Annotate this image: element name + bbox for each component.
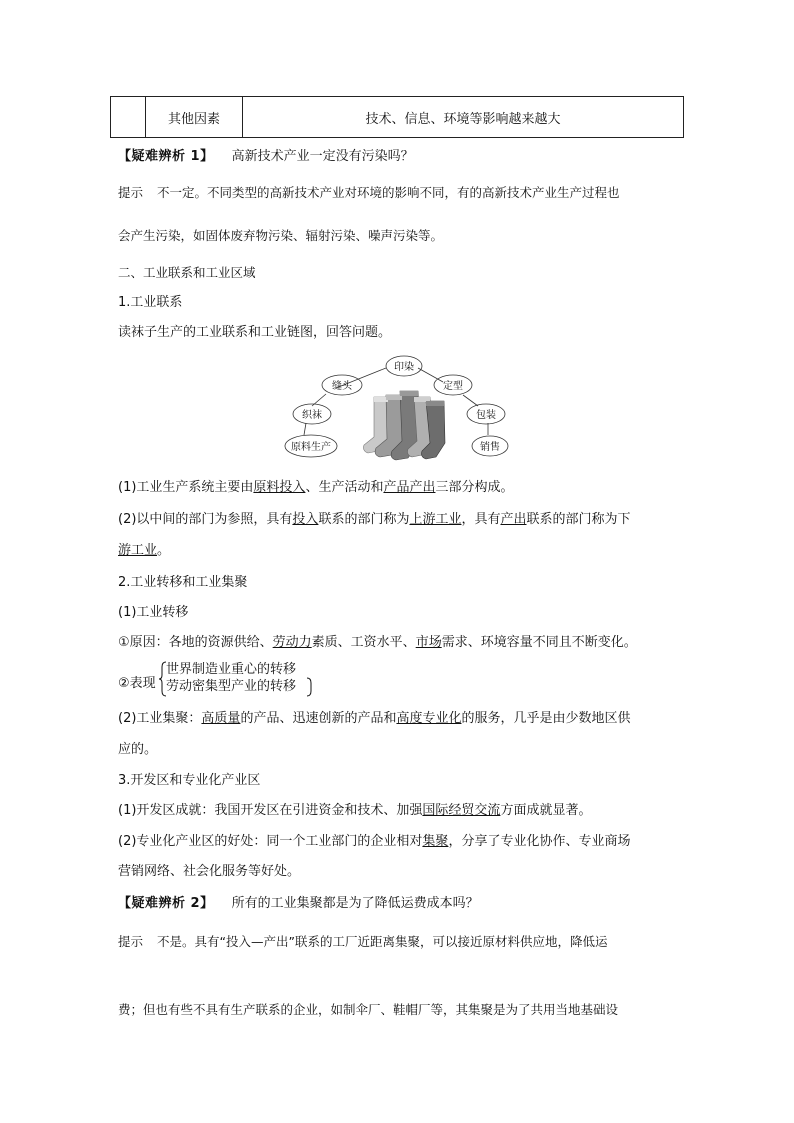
special-zone-line-2: 营销网络、社会化服务等好处。: [118, 864, 301, 879]
table-empty-cell: [111, 97, 146, 137]
performance-item-2: 劳动密集型产业的转移: [166, 679, 297, 694]
performance-item-1: 世界制造业重心的转移: [166, 662, 297, 677]
blank-product-output: 产品产出: [383, 480, 436, 495]
hint-2-line-1: 提示 不是。具有“投入—产出”联系的工厂近距离集聚，可以接近原材料供应地，降低运: [118, 934, 608, 949]
socks-image: [364, 391, 446, 460]
node-dingxing: 定型: [443, 381, 463, 392]
dev-zone-achievement: (1)开发区成就：我国开发区在引进资金和技术、加强国际经贸交流方面成就显著。: [118, 803, 592, 818]
question-1-text: 高新技术产业一定没有污染吗？: [231, 149, 414, 164]
right-brace-icon: [306, 677, 314, 697]
hint-2-label: 提示: [118, 934, 144, 949]
node-fengtou: 缝头: [332, 381, 352, 392]
blank-labor: 劳动力: [272, 635, 312, 650]
node-yinran: 印染: [394, 362, 414, 373]
subsection-1-title: 1.工业联系: [118, 295, 183, 310]
blank-downstream: 游工业: [118, 543, 158, 558]
blank-market: 市场: [415, 635, 442, 650]
point-1: (1)工业生产系统主要由原料投入、生产活动和产品产出三部分构成。: [118, 480, 514, 495]
blank-output: 产出: [500, 512, 527, 527]
subsection-3-title: 3.开发区和专业化产业区: [118, 773, 261, 788]
hint-2-line-2: 费；但也有些不具有生产联系的企业，如制伞厂、鞋帽厂等，其集聚是为了共用当地基础设: [118, 1002, 619, 1017]
special-zone-line-1: (2)专业化产业区的好处：同一个工业部门的企业相对集聚，分享了专业化协作、专业商场: [118, 834, 631, 849]
hint-1-label: 提示: [118, 185, 144, 200]
subsection-1-intro: 读袜子生产的工业联系和工业链图，回答问题。: [118, 325, 392, 340]
point-2-line-2: 游工业。: [118, 543, 171, 558]
blank-high-quality: 高质量: [201, 711, 241, 726]
subsection-2-title: 2.工业转移和工业集聚: [118, 575, 248, 590]
subsection-2-sub-1: (1)工业转移: [118, 605, 189, 620]
node-xiaoshou: 销售: [480, 442, 500, 453]
factor-table: [110, 96, 684, 138]
table-row-value: 技术、信息、环境等影响越来越大: [365, 111, 561, 127]
blank-upstream: 上游工业: [409, 512, 462, 527]
performance-label: ②表现: [118, 676, 156, 691]
node-zhiwa: 织袜: [302, 410, 322, 421]
transfer-reason: ①原因：各地的资源供给、劳动力素质、工资水平、市场需求、环境容量不同且不断变化。: [118, 635, 637, 650]
hint-1-line-1: 提示 不一定。不同类型的高新技术产业对环境的影响不同，有的高新技术产业生产过程也: [118, 185, 620, 200]
blank-specialized: 高度专业化: [396, 711, 462, 726]
node-baozhuang: 包装: [476, 410, 496, 421]
blank-cluster: 集聚: [422, 834, 449, 849]
question-2-tag: 【疑难辨析 2】: [118, 896, 214, 911]
section-2-title: 二、工业联系和工业区域: [118, 265, 256, 280]
blank-trade: 国际经贸交流: [422, 803, 501, 818]
node-yuanliao: 原料生产: [291, 442, 331, 453]
table-row-label: 其他因素: [146, 97, 243, 137]
question-2-text: 所有的工业集聚都是为了降低运费成本吗？: [231, 896, 479, 911]
blank-raw-input: 原料投入: [253, 480, 306, 495]
cluster-line-2: 应的。: [118, 742, 158, 757]
question-1-tag: 【疑难辨析 1】: [118, 149, 214, 164]
question-1: [118, 148, 414, 166]
sock-production-diagram: [278, 355, 518, 465]
blank-input: 投入: [292, 512, 319, 527]
point-2-line-1: (2)以中间的部门为参照，具有投入联系的部门称为上游工业，具有产出联系的部门称为下: [118, 512, 631, 527]
cluster-line-1: (2)工业集聚：高质量的产品、迅速创新的产品和高度专业化的服务，几乎是由少数地区供: [118, 711, 631, 726]
question-2: [118, 895, 479, 913]
hint-1-line-2: 会产生污染，如固体废弃物污染、辐射污染、噪声污染等。: [118, 228, 444, 243]
